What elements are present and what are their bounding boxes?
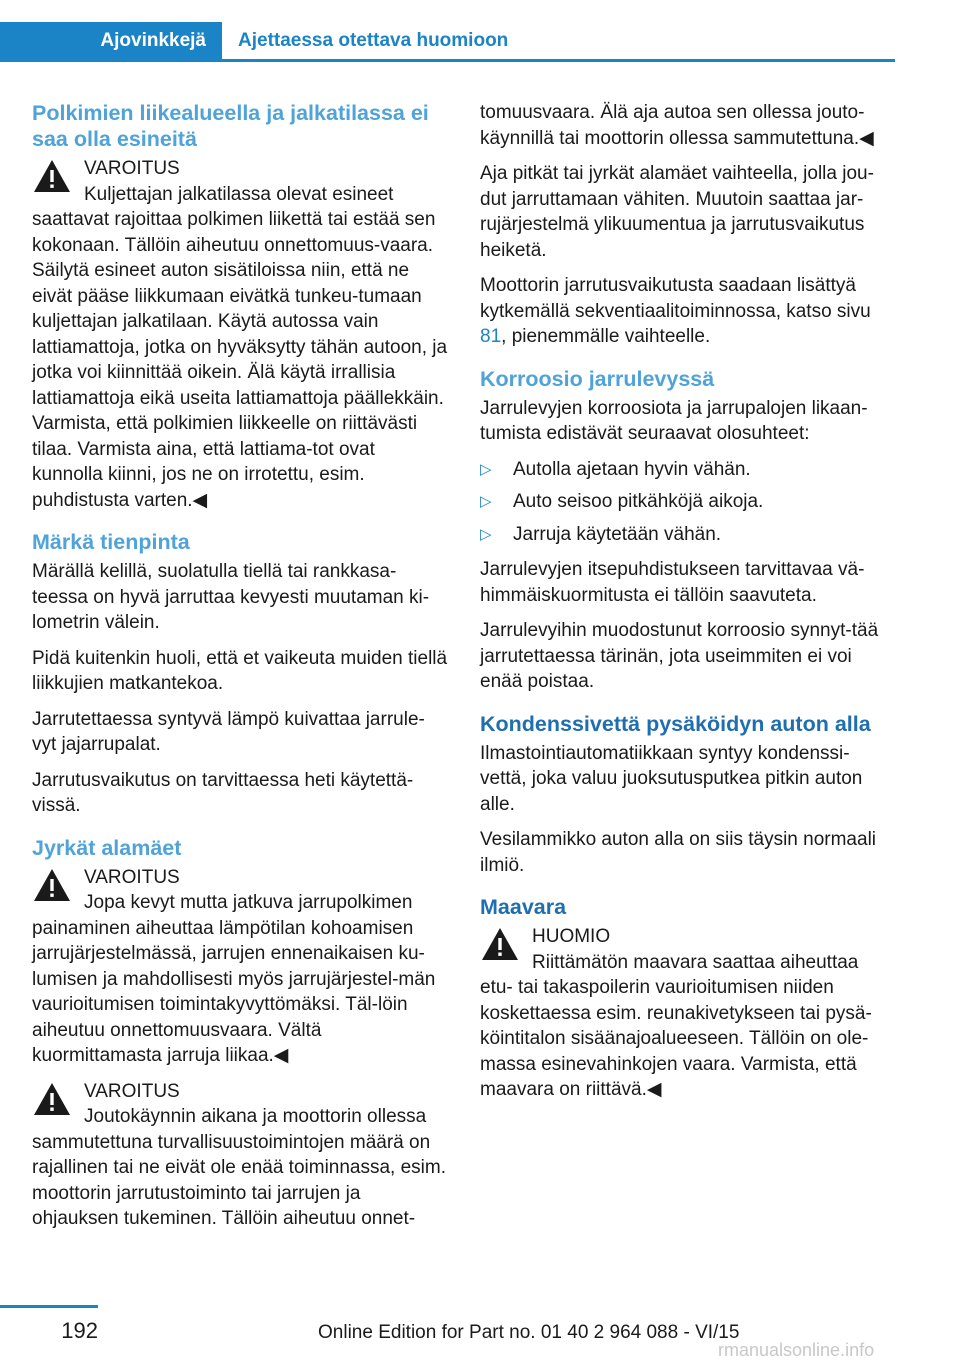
heading-ground-clearance: Maavara <box>480 895 567 919</box>
paragraph-with-link <box>480 273 896 350</box>
list-item-text: Autolla ajetaan hyvin vähän. <box>513 458 751 480</box>
list-item <box>480 489 896 515</box>
warning-text: Joutokäynnin aikana ja moottorin ollessa sammutettuna turvallisuustoimintojen määrä on rajallinen tai ne eivät ole enää toiminnassa, esim. moottorin jarrutustoiminto tai jarrujen ja ohjauksen tukeminen. Tällöin aiheutuu onnet- <box>32 1106 447 1229</box>
warning-triangle-icon <box>32 867 72 903</box>
paragraph: Jarrulevyjen korroosiota ja jarrupalojen likaan-tumista edistävät seuraavat olosuhteet: <box>480 397 868 444</box>
text: Moottorin jarrutusvaikutusta saadaan lisättyä kytkemällä sekventiaalitoiminnossa, katso sivu <box>480 275 871 322</box>
watermark: rmanualsonline.info <box>718 1340 875 1360</box>
paragraph: Jarrutettaessa syntyvä lämpö kuivattaa jarrule-vyt jajarrupalat. <box>32 708 425 755</box>
warning-block <box>32 156 448 513</box>
text: , pienemmälle vaihteelle. <box>501 326 711 347</box>
paragraph: Jarrulevyihin muodostunut korroosio synnyt-tää jarrutettaessa tärinän, jota useimmiten ei voi enää poistaa. <box>480 620 879 692</box>
subsection-tab: Ajettaessa otettava huomioon <box>238 30 509 51</box>
paragraph-continued: tomuusvaara. Älä aja autoa sen ollessa jouto-käynnillä tai moottorin ollessa sammutettuna.◀ <box>480 102 874 149</box>
heading-brake-corrosion: Korroosio jarrulevyssä <box>480 366 715 391</box>
heading-pedal-area: Polkimien liikealueella ja jalkatilassa ei saa olla esineitä <box>32 101 429 151</box>
paragraph: Jarrulevyjen itsepuhdistukseen tarvittavaa vä-himmäiskuormitusta ei tällöin saavuteta. <box>480 559 865 606</box>
paragraph: Ilmastointiautomatiikkaan syntyy kondenssi-vettä, joka valuu juoksutusputkea pitkin auton alle. <box>480 742 863 815</box>
list-item-text: Auto seisoo pitkähköjä aikoja. <box>513 491 764 512</box>
warning-label: VAROITUS <box>84 1080 180 1102</box>
heading-steep-downhill: Jyrkät alamäet <box>32 835 182 860</box>
page-header <box>0 22 895 62</box>
page-number: 192 <box>61 1318 98 1343</box>
paragraph: Märällä kelillä, suolatulla tiellä tai rankkasa-teessa on hyvä jarruttaa kevyesti muutaman ki-lometrin välein. <box>32 561 430 633</box>
caution-text: Riittämätön maavara saattaa aiheuttaa etu- tai takaspoilerin vaurioitumisen niiden koskettaessa esim. reunakivetykseen tai pysä-köintitalon sisäänajoalueeseen. Tällöin on ole-massa esinevahinkojen vaara. Varmista, että maavara on riittävä.◀ <box>480 951 872 1100</box>
warning-triangle-icon <box>480 926 520 962</box>
triangle-right-icon: ▷ <box>480 525 492 543</box>
triangle-right-icon: ▷ <box>480 460 492 478</box>
left-column <box>32 100 448 1242</box>
section-tab: Ajovinkkejä <box>0 22 222 59</box>
warning-block <box>32 865 448 1069</box>
list-item <box>480 522 896 548</box>
edition-label: Online Edition for Part no. 01 40 2 964 088 - VI/15 <box>318 1322 740 1343</box>
list-item-text: Jarruja käytetään vähän. <box>513 523 722 545</box>
paragraph: Vesilammikko auton alla on siis täysin normaali ilmiö. <box>480 829 877 876</box>
page-link[interactable]: 81 <box>480 326 502 347</box>
list-item <box>480 457 896 483</box>
warning-triangle-icon <box>32 158 72 194</box>
triangle-right-icon: ▷ <box>480 493 492 510</box>
paragraph: Pidä kuitenkin huoli, että et vaikeuta muiden tiellä liikkujien matkantekoa. <box>32 647 448 694</box>
header-divider <box>0 59 895 62</box>
caution-block <box>480 924 896 1103</box>
footer-divider <box>0 1305 98 1308</box>
heading-wet-road: Märkä tienpinta <box>32 530 190 554</box>
warning-triangle-icon <box>32 1081 72 1117</box>
heading-condensation: Kondenssivettä pysäköidyn auton alla <box>480 711 871 736</box>
bullet-list <box>480 457 896 548</box>
warning-text: Kuljettajan jalkatilassa olevat esineet saattavat rajoittaa polkimen liikettä tai estää sen kokonaan. Tällöin aiheutuu onnettomuus-vaara. Säilytä esineet auton sisätiloissa niin, että ne eivät pääse liikkumaan eivätkä tunkeu-tumaan kuljettajan jalkatilaan. Käytä autossa vain lattiamattoja, jotka on hyväksytty tähän autoon, ja jotka voi kiinnittää oikein. Älä käytä irrallisia lattiamattoja eikä useita lattiamattoja päällekkäin. Varmista, että polkimien liikkeelle on riittävästi tilaa. Varmista aina, että lattiama-tot ovat kunnolla kiinni, jos ne on irrotettu, esim. puhdistusta varten.◀ <box>32 183 448 511</box>
right-column <box>480 100 896 1113</box>
paragraph: Jarrutusvaikutus on tarvittaessa heti käytettä-vissä. <box>32 769 414 816</box>
caution-label: HUOMIO <box>532 926 611 947</box>
warning-text: Jopa kevyt mutta jatkuva jarrupolkimen painaminen aiheuttaa lämpötilan kohoamisen jarrujärjestelmässä, jarrujen ennenaikaisen ku-lumisen ja mahdollisesti myös jarrujärjestel-män vaurioitumisen toimintakyvyttömäksi. Täl-löin aiheutuu onnettomuusvaara. Vältä kuormittamasta jarruja liikaa.◀ <box>32 892 436 1066</box>
warning-label: VAROITUS <box>84 158 180 179</box>
warning-label: VAROITUS <box>84 866 180 888</box>
warning-block <box>32 1079 448 1232</box>
paragraph: Aja pitkät tai jyrkät alamäet vaihteella, jolla jou-dut jarruttamaan vähiten. Muutoin saattaa jar-rujärjestelmä ylikuumentua ja jarrutusvaikutus heiketä. <box>480 163 874 261</box>
